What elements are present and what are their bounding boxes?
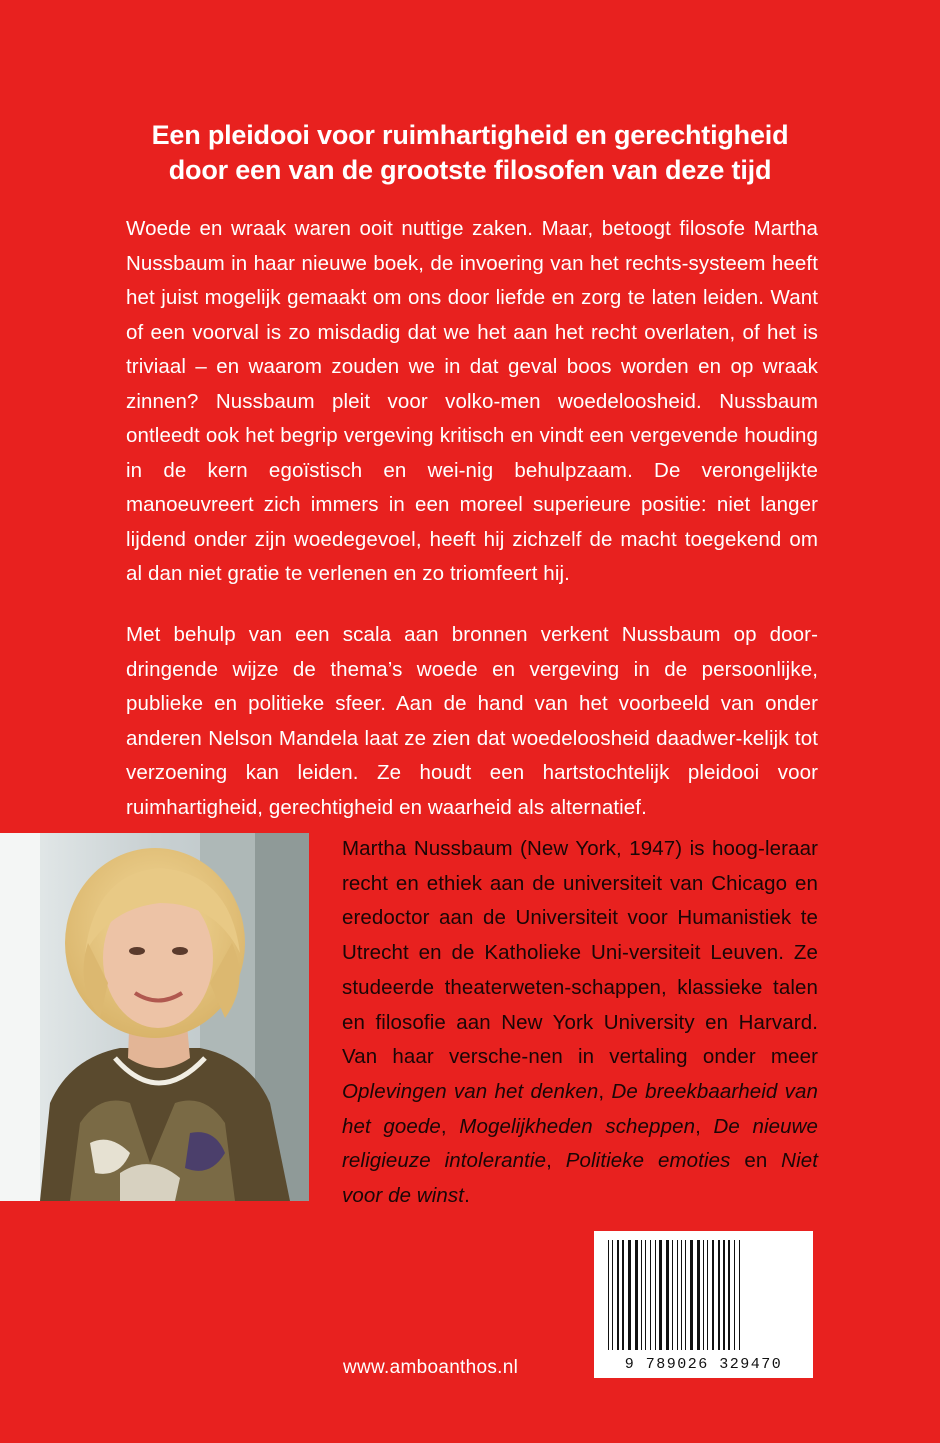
barcode-bar (690, 1240, 693, 1350)
bio-book-6: Niet voor de winst (342, 1149, 819, 1208)
description-paragraph-2: Met behulp van een scala aan bronnen verkent Nussbaum op door-dringende wijze de thema’s woede en vergeving in de persoonlijke, publieke en politieke sfeer. Aan de hand van het voorbeeld van onder anderen Nelson Mandela laat ze zien dat woedeloosheid daadwer-kelijk tot verzoening kan leiden. Ze houdt een hartstochtelijk pleidooi voor ruimhartigheid, gerechtigheid en waarheid als alternatief. (126, 623, 818, 819)
barcode-bar (712, 1240, 714, 1350)
barcode-bar (628, 1240, 631, 1350)
bio-separator-2: , (440, 1114, 460, 1138)
bio-book-3: Mogelijkheden scheppen (459, 1114, 696, 1138)
barcode-bar (645, 1240, 646, 1350)
isbn-number: 9 789026 329470 (624, 1356, 783, 1373)
barcode-bar (728, 1240, 730, 1350)
bio-book-1: Oplevingen van het denken (342, 1079, 599, 1103)
bio-book-5: Politieke emoties (565, 1149, 731, 1173)
barcode-bar (655, 1240, 656, 1350)
barcode-bar (612, 1240, 613, 1350)
bio-separator-4: , (546, 1149, 566, 1173)
barcode-bar (718, 1240, 720, 1350)
barcode-bar (739, 1240, 740, 1350)
barcode-bar (677, 1240, 678, 1350)
bio-end: . (464, 1184, 470, 1208)
barcode-bar (622, 1240, 624, 1350)
barcode-bar (641, 1240, 642, 1350)
barcode-bar (650, 1240, 651, 1350)
publisher-website: www.amboanthos.nl (343, 1357, 519, 1378)
bio-separator-3: , (695, 1114, 714, 1138)
bio-separator-1: , (598, 1079, 612, 1103)
bio-book-2: De breekbaarheid van het goede (342, 1079, 819, 1138)
tagline-line-1: Een pleidooi voor ruimhartigheid en gerechtigheid (151, 120, 789, 150)
bio-book-4: De nieuwe religieuze intolerantie (342, 1114, 819, 1173)
barcode-bar (734, 1240, 735, 1350)
barcode-bars (604, 1240, 803, 1350)
tagline (120, 118, 820, 188)
author-photo (0, 833, 309, 1201)
bio-separator-5: en (730, 1149, 782, 1173)
barcode (594, 1231, 813, 1378)
bio-intro: Martha Nussbaum (New York, 1947) is hoog-leraar recht en ethiek aan de universiteit van Chicago en eredoctor aan de Universiteit voor Humanistiek te Utrecht en de Katholieke Uni-versiteit Leuven. Ze studeerde theaterweten-schappen, klassieke talen en filosofie aan New York University en Harvard. Van haar versche-nen in vertaling onder meer (342, 837, 818, 1069)
barcode-bar (703, 1240, 704, 1350)
barcode-bar (681, 1240, 682, 1350)
barcode-bar (707, 1240, 708, 1350)
barcode-bar (723, 1240, 725, 1350)
barcode-bar (685, 1240, 686, 1350)
barcode-bar (697, 1240, 700, 1350)
barcode-bar (635, 1240, 638, 1350)
description-paragraph-1: Woede en wraak waren ooit nuttige zaken. Maar, betoogt filosofe Martha Nussbaum in haar nieuwe boek, de invoering van het rechts-systeem heeft het juist mogelijk gemaakt om ons door liefde en zorg te laten leiden. Want of een voorval is zo misdadig dat we het aan het recht overlaten, of het is triviaal – en waarom zouden we in dat geval boos worden en op wraak zinnen? Nussbaum pleit voor volko-men woedeloosheid. Nussbaum ontleedt ook het begrip vergeving kritisch en vindt een vergevende houding in de kern egoïstisch en wei-nig behulpzaam. De verongelijkte manoeuvreert zich immers in een moreel superieure positie: niet langer lijdend onder zijn woedegevoel, heeft hij zichzelf de macht toegekend om al dan niet gratie te verlenen en zo triomfeert hij. (126, 217, 818, 585)
author-bio (342, 832, 818, 1214)
barcode-bar (608, 1240, 609, 1350)
barcode-bar (617, 1240, 619, 1350)
tagline-line-2: door een van de grootste filosofen van deze tijd (168, 155, 772, 185)
barcode-bar (659, 1240, 662, 1350)
barcode-bar (672, 1240, 673, 1350)
barcode-bar (666, 1240, 669, 1350)
